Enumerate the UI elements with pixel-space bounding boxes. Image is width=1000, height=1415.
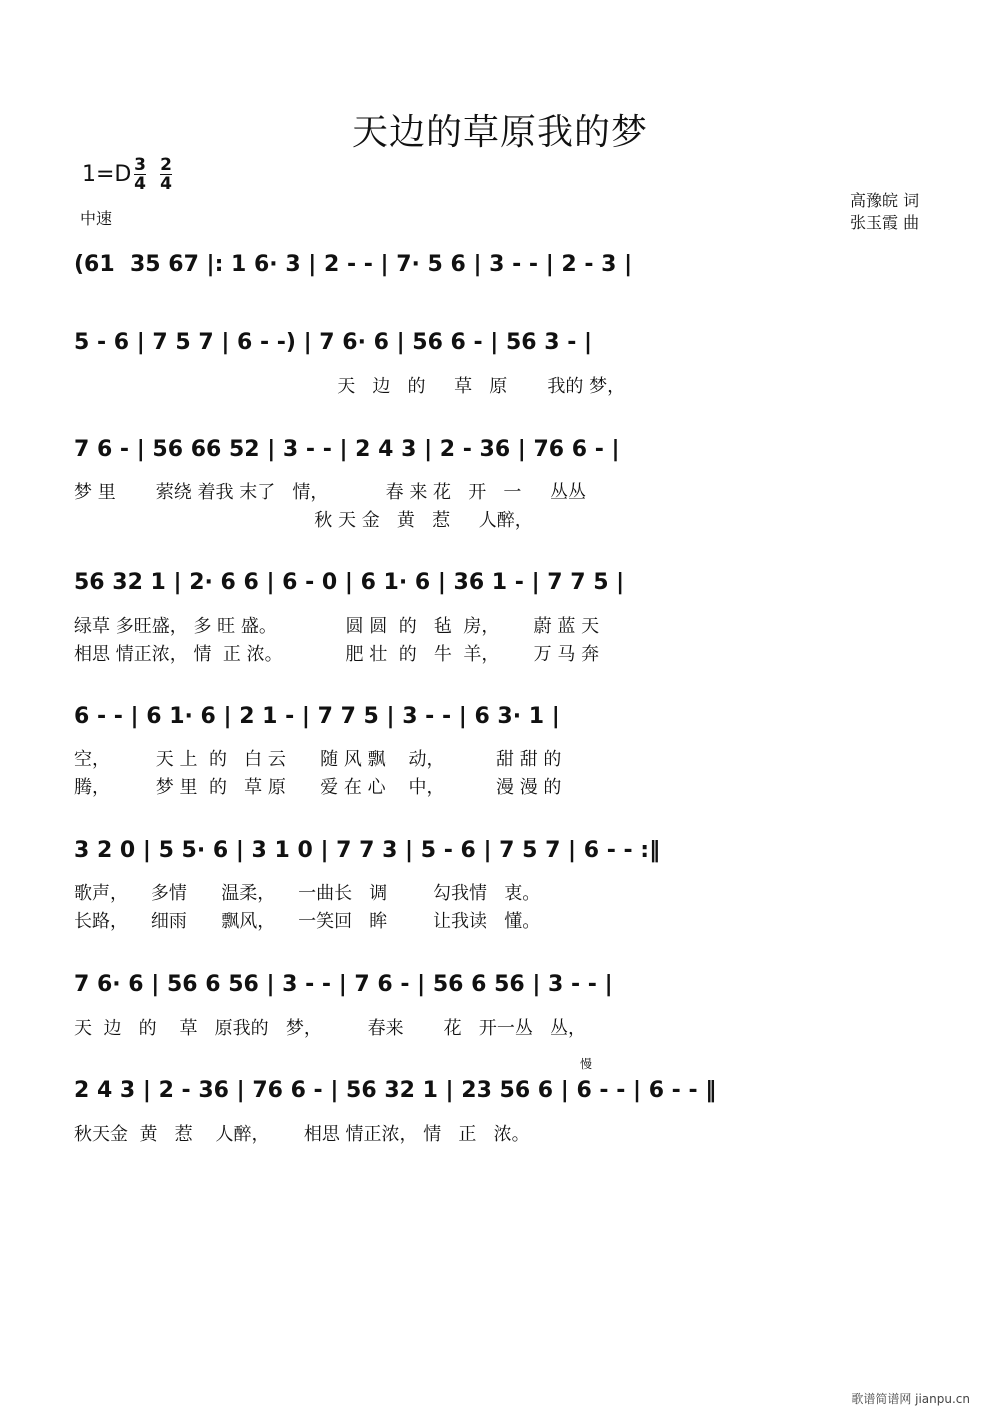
notation-row-8: 2 4 3 | 2 - 36 | 76 6 - | 56 32 1 | 23 56 6 | 6 - - | 6 - - ‖ xyxy=(74,1078,717,1103)
lyricist-credit: 高豫皖 词 xyxy=(850,191,920,210)
watermark: 歌谱简谱网 jianpu.cn xyxy=(851,1392,970,1406)
key-signature: 1=D xyxy=(82,162,132,187)
lyric-row-2a: 天 边 的 草 原 我的 梦， xyxy=(74,376,626,397)
notation-row-1: (61 35 67 |: 1 6· 3 | 2 - - | 7· 5 6 | 3 - - | 2 - 3 | xyxy=(74,252,633,277)
notation-row-3: 7 6 - | 56 66 52 | 3 - - | 2 4 3 | 2 - 36 | 76 6 - | xyxy=(74,437,620,462)
lyric-row-3a: 梦 里 萦绕 着我 末了 情， 春 来 花 开 一 丛丛 xyxy=(74,482,586,503)
composer-credit: 张玉霞 曲 xyxy=(850,213,920,232)
notation-row-7: 7 6· 6 | 56 6 56 | 3 - - | 7 6 - | 56 6 56 | 3 - - | xyxy=(74,972,613,997)
tempo-marking: 中速 xyxy=(80,209,113,228)
slow-annotation: 慢 xyxy=(580,1057,593,1071)
time-signature-1: 3 4 xyxy=(134,155,146,194)
time-signature-2: 2 4 xyxy=(160,155,172,194)
page-title: 天边的草原我的梦 xyxy=(351,112,648,153)
lyric-row-7a: 天 边 的 草 原我的 梦， 春来 花 开一丛 丛， xyxy=(74,1018,586,1039)
lyric-row-3b: 秋 天 金 黄 惹 人醉， xyxy=(74,510,533,531)
notation-row-4: 56 32 1 | 2· 6 6 | 6 - 0 | 6 1· 6 | 36 1 - | 7 7 5 | xyxy=(74,570,625,595)
notation-row-6: 3 2 0 | 5 5· 6 | 3 1 0 | 7 7 3 | 5 - 6 | 7 5 7 | 6 - - :‖ xyxy=(74,838,661,863)
lyric-row-5b: 腾， 梦 里 的 草 原 爱 在 心 中， 漫 漫 的 xyxy=(74,777,562,798)
lyric-row-8a: 秋天金 黄 惹 人醉， 相思 情正浓， 情 正 浓。 xyxy=(74,1124,530,1145)
lyric-row-5a: 空， 天 上 的 白 云 随 风 飘 动， 甜 甜 的 xyxy=(74,749,562,770)
lyric-row-4a: 绿草 多旺盛， 多 旺 盛。 圆 圆 的 毡 房， 蔚 蓝 天 xyxy=(74,616,600,637)
notation-row-5: 6 - - | 6 1· 6 | 2 1 - | 7 7 5 | 3 - - | 6 3· 1 | xyxy=(74,704,560,729)
lyric-row-6b: 长路， 细雨 飘风， 一笑回 眸 让我读 懂。 xyxy=(74,911,541,932)
notation-row-2: 5 - 6 | 7 5 7 | 6 - -) | 7 6· 6 | 56 6 - | 56 3 - | xyxy=(74,330,593,355)
lyric-row-4b: 相思 情正浓， 情 正 浓。 肥 壮 的 牛 羊， 万 马 奔 xyxy=(74,644,600,665)
lyric-row-6a: 歌声， 多情 温柔， 一曲长 调 勾我情 衷。 xyxy=(74,883,541,904)
